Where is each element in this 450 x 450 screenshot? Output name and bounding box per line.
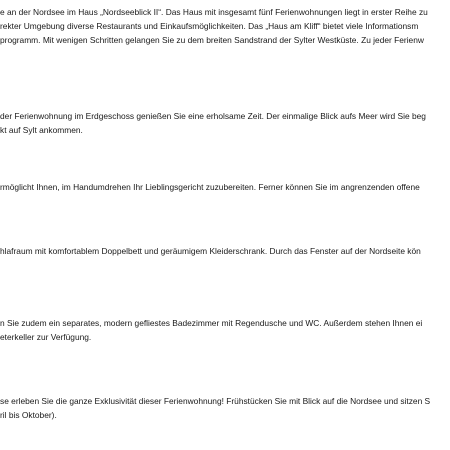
paragraph-terrace <box>0 394 450 422</box>
paragraph-intro <box>0 5 450 47</box>
text-line: n Sie zudem ein separates, modern gefliestes Badezimmer mit Regendusche und WC. Außerdem stehen Ihnen ei <box>0 318 423 328</box>
paragraph-ground-floor <box>0 109 450 137</box>
text-line: eterkeller zur Verfügung. <box>0 332 92 342</box>
text-line: rmöglicht Ihnen, im Handumdrehen Ihr Lieblingsgericht zuzubereiten. Ferner können Sie im angrenzenden offene <box>0 182 420 192</box>
paragraph-bathroom <box>0 316 450 344</box>
text-line: se erleben Sie die ganze Exklusivität dieser Ferienwohnung! Frühstücken Sie mit Blick auf die Nordsee und sitzen S <box>0 396 431 406</box>
text-line: e an der Nordsee im Haus „Nordseeblick II“. Das Haus mit insgesamt fünf Ferienwohnungen liegt in erster Reihe zu <box>0 7 428 17</box>
text-line: hlafraum mit komfortablem Doppelbett und geräumigem Kleiderschrank. Durch das Fenster auf der Nordseite kön <box>0 246 421 256</box>
paragraph-kitchen <box>0 180 450 194</box>
text-line: rekter Umgebung diverse Restaurants und Einkaufsmöglichkeiten. Das „Haus am Kliff“ bietet viele Informationsm <box>0 21 419 31</box>
text-line: kt auf Sylt ankommen. <box>0 125 83 135</box>
text-line: programm. Mit wenigen Schritten gelangen Sie zu dem breiten Sandstrand der Sylter Westküste. Zu jeder Ferienw <box>0 35 424 45</box>
text-line: der Ferienwohnung im Erdgeschoss genießen Sie eine erholsame Zeit. Der einmalige Blick aufs Meer wird Sie beg <box>0 111 426 121</box>
text-line: ril bis Oktober). <box>0 410 57 420</box>
paragraph-bedroom <box>0 244 450 258</box>
